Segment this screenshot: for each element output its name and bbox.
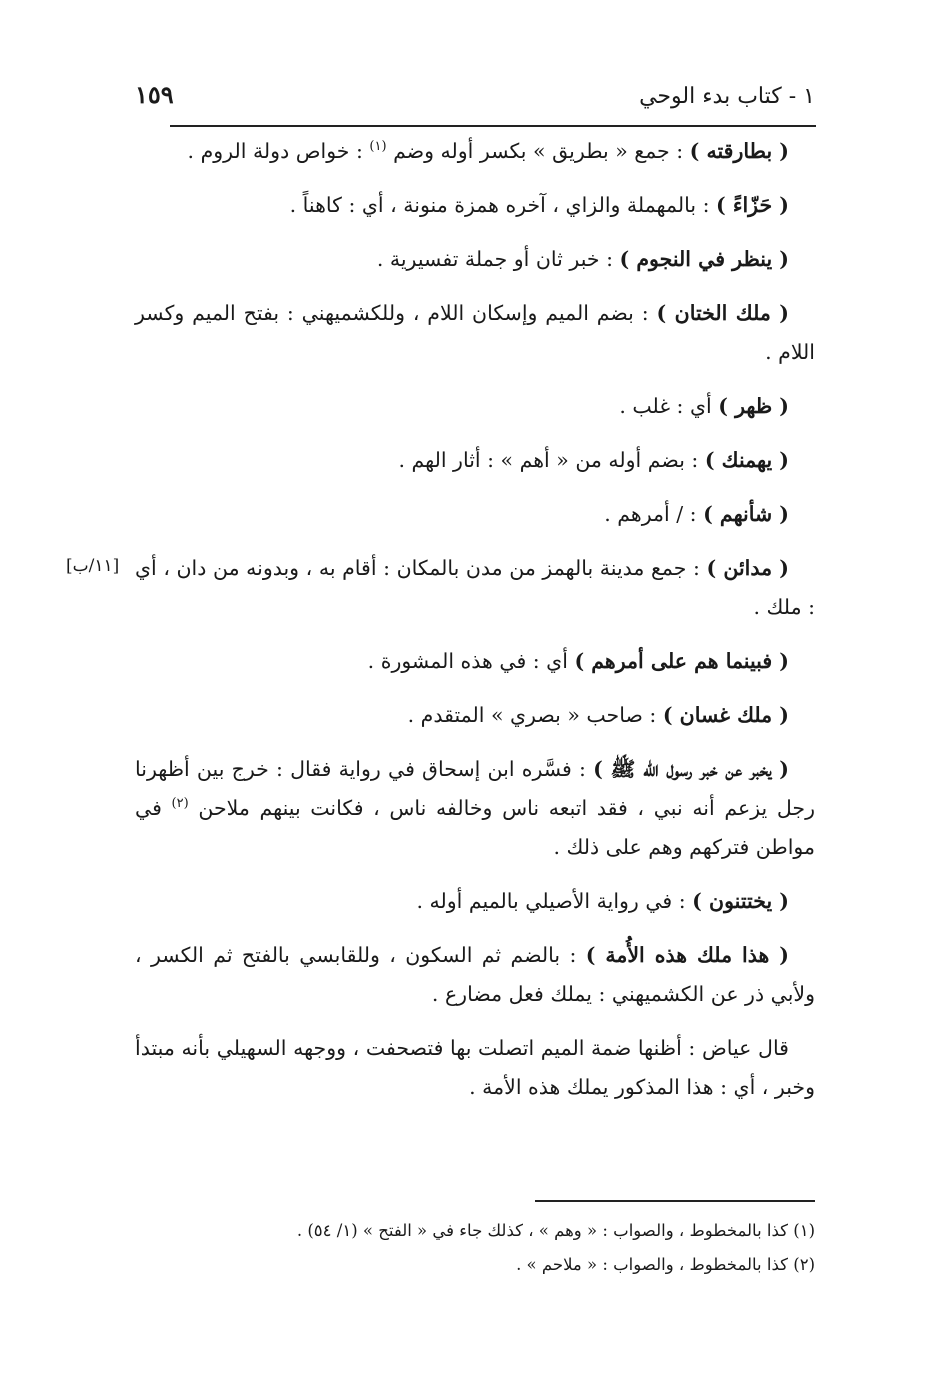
term: ( ينظر في النجوم ) [619,247,789,271]
term: ( بطارقته ) [689,139,789,163]
footnote: (١) كذا بالمخطوط ، والصواب : « وهم » ، كذلك جاء في « الفتح » (١/ ٥٤) . [296,1221,815,1240]
term: ( حَزّاءً ) [716,193,789,217]
chapter-title: ١ - كتاب بدء الوحي [639,84,815,109]
paragraph: قال عياض : أظنها ضمة الميم اتصلت بها فتصحفت ، ووجهه السهيلي بأنه مبتدأ وخبر ، أي : هذا المذكور يملك هذه الأمة . [135,1036,815,1099]
paragraph: ( ظهر ) أي : غلب . [619,394,789,418]
paragraph: ( يختتنون ) : في رواية الأصيلي بالميم أوله . [416,889,789,913]
footnote-ref: (٢) [171,796,189,812]
page-number: ١٥٩ [135,80,174,109]
paragraph: ( مدائن ) : جمع مدينة بالهمز من مدن بالمكان : أقام به ، وبدونه من دان ، أي : ملك . [135,556,815,619]
footnote-ref: (١) [369,139,387,155]
term: ( يختتنون ) [692,889,789,913]
main-text [135,132,815,1122]
page-header [135,78,815,122]
paragraph: ( يهمنك ) : بضم أوله من « أهم » : أثار الهم . [398,448,789,472]
term: ( يهمنك ) [704,448,789,472]
term: ( ظهر ) [718,394,789,418]
term: ( شأنهم ) [703,502,789,526]
footnotes [135,1214,815,1282]
paragraph: ( هذا ملك هذه الأُمة ) : بالضم ثم السكون ، وللقابسي بالفتح ثم الكسر ، ولأبي ذر عن الكشميهني : يملك فعل مضارع . [135,943,815,1006]
term: ( ملك الختان ) [656,301,790,325]
paragraph: ( حَزّاءً ) : بالمهملة والزاي ، آخره همزة منونة ، أي : كاهناً . [289,193,789,217]
paragraph: ( ملك الختان ) : بضم الميم وإسكان اللام ، وللكشميهني : بفتح الميم وكسر اللام . [135,301,815,364]
paragraph: ( بطارقته ) : جمع « بطريق » بكسر أوله وضم $^{(١)}$ : خواص دولة الروم . [187,139,789,163]
paragraph: ( فبينما هم على أمرهم ) أي : في هذه المشورة . [367,649,789,673]
paragraph: ( يخبر عن خبر رسول الله ﷺ ) : فسَّره ابن إسحاق في رواية فقال : خرج بين أظهرنا رجل يزعم أنه نبي ، فقد اتبعه ناس وخالفه ناس ، فكانت بينهم ملاحن $^{(٢)}$ في مواطن فتركهم وهم على ذلك . [135,757,815,859]
manuscript-folio-ref: [١١/ب] [66,556,120,576]
term: ( يخبر عن خبر رسول الله ﷺ ) [593,757,789,781]
paragraph: ( ينظر في النجوم ) : خبر ثان أو جملة تفسيرية . [376,247,789,271]
term: ( ملك غسان ) [662,703,789,727]
footnote-rule [535,1200,815,1202]
term: ( مدائن ) [706,556,790,580]
header-rule [170,125,816,127]
paragraph: ( شأنهم ) : / أمرهم . [604,502,789,526]
footnote: (٢) كذا بالمخطوط ، والصواب : « ملاحم » . [516,1255,815,1274]
term: ( فبينما هم على أمرهم ) [574,649,789,673]
term: ( هذا ملك هذه الأُمة ) [585,943,789,967]
paragraph: ( ملك غسان ) : صاحب « بصري » المتقدم . [407,703,789,727]
